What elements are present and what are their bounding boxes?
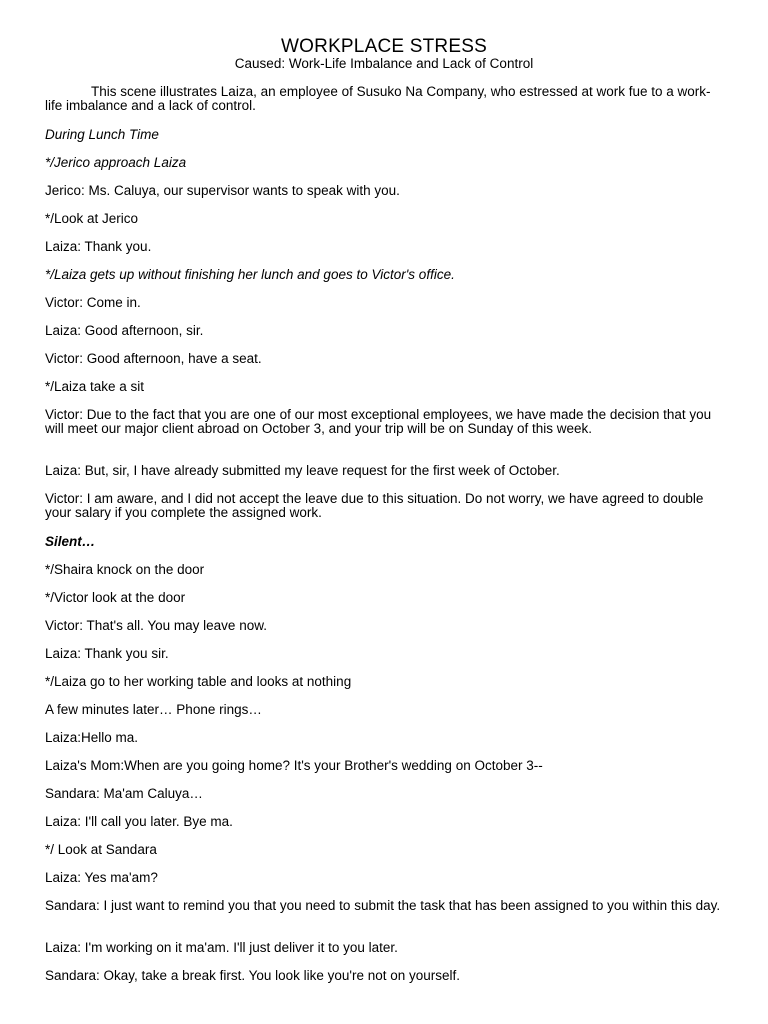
dialogue-line: Laiza: I'll call you later. Bye ma.: [45, 814, 233, 829]
stage-direction: Silent…: [45, 534, 96, 549]
document-title: WORKPLACE STRESS: [281, 36, 487, 57]
stage-direction: */Laiza gets up without finishing her lunch and goes to Victor's office.: [45, 267, 455, 282]
dialogue-line: Laiza: Good afternoon, sir.: [45, 323, 204, 338]
dialogue-line: Laiza:Hello ma.: [45, 730, 139, 745]
stage-direction: */Shaira knock on the door: [45, 562, 205, 577]
dialogue-line: Victor: Good afternoon, have a seat.: [45, 351, 262, 366]
dialogue-line: Sandara: I just want to remind you that you need to submit the task that has been assigned to you within this day.: [45, 898, 721, 913]
dialogue-line: Sandara: Ma'am Caluya…: [45, 786, 203, 801]
stage-direction: */Jerico approach Laiza: [45, 155, 187, 170]
dialogue-line: Victor: That's all. You may leave now.: [45, 618, 267, 633]
dialogue-line: Laiza: I'm working on it ma'am. I'll just deliver it to you later.: [45, 940, 398, 955]
dialogue-line: Victor: Come in.: [45, 295, 141, 310]
stage-direction: A few minutes later… Phone rings…: [45, 702, 262, 717]
dialogue-line: Laiza's Mom:When are you going home? It's your Brother's wedding on October 3--: [45, 758, 543, 773]
stage-direction: */Victor look at the door: [45, 590, 186, 605]
dialogue-line: Sandara: Okay, take a break first. You look like you're not on yourself.: [45, 968, 461, 983]
dialogue-line: Jerico: Ms. Caluya, our supervisor wants to speak with you.: [45, 183, 400, 198]
dialogue-line: Laiza: Yes ma'am?: [45, 870, 158, 885]
document-subtitle: Caused: Work-Life Imbalance and Lack of Control: [234, 56, 534, 71]
dialogue-line: Laiza: Thank you.: [45, 239, 152, 254]
dialogue-line: Laiza: Thank you sir.: [45, 646, 169, 661]
stage-direction: During Lunch Time: [45, 127, 159, 142]
dialogue-line: Laiza: But, sir, I have already submitted my leave request for the first week of October.: [45, 463, 560, 478]
stage-direction: */Laiza take a sit: [45, 379, 145, 394]
dialogue-line: Victor: I am aware, and I did not accept the leave due to this situation. Do not worry, we have agreed to double your salary if you complete the assigned work.: [45, 491, 704, 520]
intro-paragraph: This scene illustrates Laiza, an employee of Susuko Na Company, who estressed at work fue to a work-life imbalance and a lack of control.: [45, 84, 711, 113]
stage-direction: */Look at Jerico: [45, 211, 139, 226]
dialogue-line: Victor: Due to the fact that you are one of our most exceptional employees, we have made the decision that you will meet our major client abroad on October 3, and your trip will be on Sunday of this week.: [45, 407, 712, 436]
stage-direction: */Laiza go to her working table and looks at nothing: [45, 674, 352, 689]
stage-direction: */ Look at Sandara: [45, 842, 157, 857]
